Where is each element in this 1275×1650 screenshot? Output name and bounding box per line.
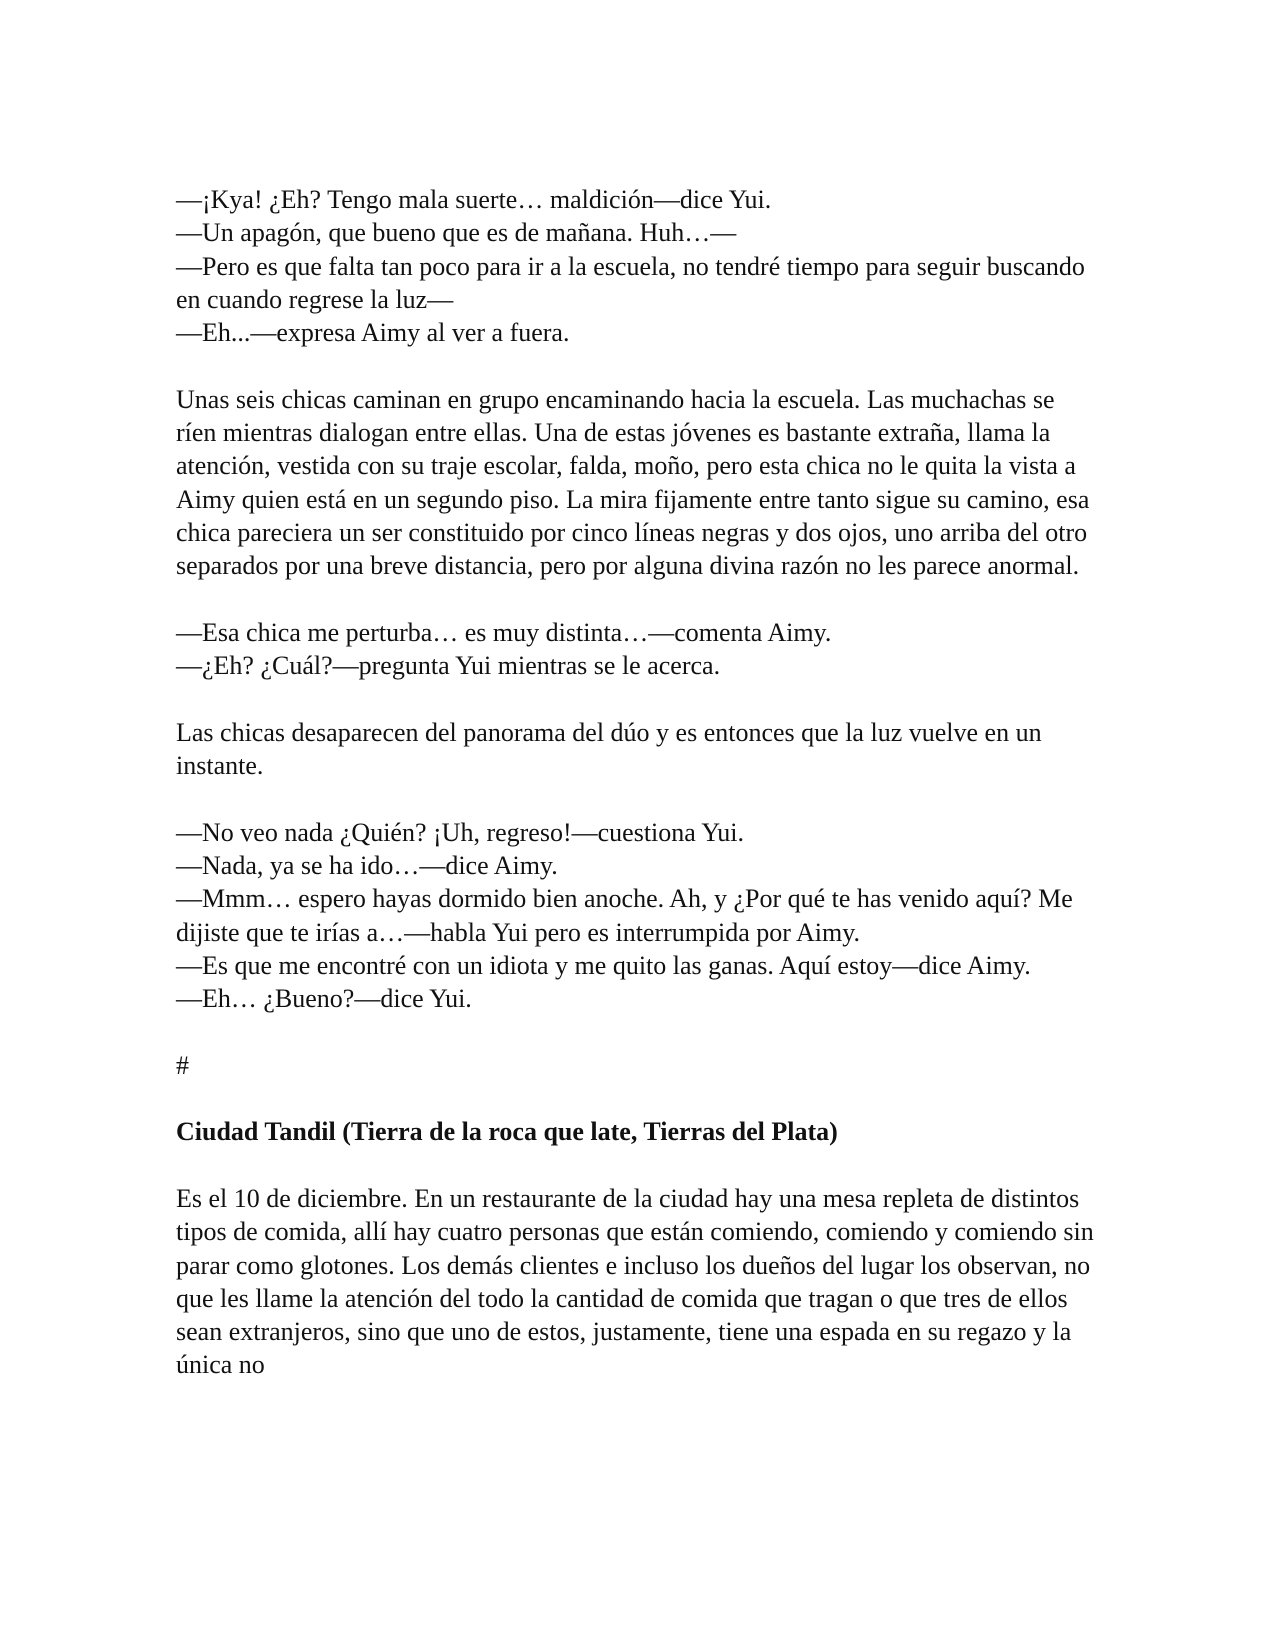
dialogue-line: —No veo nada ¿Quién? ¡Uh, regreso!—cuestiona Yui. bbox=[176, 817, 744, 847]
paragraph-gap bbox=[176, 349, 1096, 382]
dialogue-line: —¿Eh? ¿Cuál?—pregunta Yui mientras se le acerca. bbox=[176, 651, 721, 681]
paragraph-gap bbox=[176, 782, 1096, 815]
narrative-paragraph: Las chicas desaparecen del panorama del dúo y es entonces que la luz vuelve en un instante. bbox=[176, 717, 1042, 781]
section-heading: Ciudad Tandil (Tierra de la roca que late, Tierras del Plata) bbox=[176, 1117, 838, 1147]
dialogue-line: —Nada, ya se ha ido…—dice Aimy. bbox=[176, 850, 558, 880]
document-body bbox=[176, 183, 1096, 1382]
paragraph-gap bbox=[176, 583, 1096, 616]
paragraph-gap bbox=[176, 1149, 1096, 1182]
dialogue-line: —Es que me encontré con un idiota y me quito las ganas. Aquí estoy—dice Aimy. bbox=[176, 950, 1031, 980]
paragraph-gap bbox=[176, 682, 1096, 715]
paragraph-gap bbox=[176, 1015, 1096, 1048]
dialogue-line: —Mmm… espero hayas dormido bien anoche. Ah, y ¿Por qué te has venido aquí? Me dijiste que te irías a…—habla Yui pero es interrumpida por Aimy. bbox=[176, 884, 1073, 947]
dialogue-line: —Eh… ¿Bueno?—dice Yui. bbox=[176, 984, 472, 1014]
dialogue-line: —Un apagón, que bueno que es de mañana. Huh…— bbox=[176, 218, 737, 248]
dialogue-line: —Esa chica me perturba… es muy distinta…—comenta Aimy. bbox=[176, 617, 832, 647]
dialogue-line: —Pero es que falta tan poco para ir a la escuela, no tendré tiempo para seguir buscando en cuando regrese la luz— bbox=[176, 251, 1085, 314]
dialogue-line: —Eh...—expresa Aimy al ver a fuera. bbox=[176, 318, 570, 348]
paragraph-gap bbox=[176, 1082, 1096, 1115]
narrative-paragraph: Es el 10 de diciembre. En un restaurante de la ciudad hay una mesa repleta de distintos tipos de comida, allí hay cuatro personas que están comiendo, comiendo y comiendo sin parar como glotones. Los demás clientes e incluso los dueños del lugar los observan, no que les llame la atención del todo la cantidad de comida que tragan o que tres de ellos sean extranjeros, sino que uno de estos, justamente, tiene una espada en su regazo y la única no bbox=[176, 1183, 1094, 1380]
scene-break: # bbox=[176, 1050, 189, 1080]
narrative-paragraph: Unas seis chicas caminan en grupo encaminando hacia la escuela. Las muchachas se ríen mientras dialogan entre ellas. Una de estas jóvenes es bastante extraña, llama la atención, vestida con su traje escolar, falda, moño, pero esta chica no le quita la vista a Aimy quien está en un segundo piso. La mira fijamente entre tanto sigue su camino, esa chica pareciera un ser constituido por cinco líneas negras y dos ojos, uno arriba del otro separados por una breve distancia, pero por alguna divina razón no les parece anormal. bbox=[176, 384, 1090, 581]
dialogue-line: —¡Kya! ¿Eh? Tengo mala suerte… maldición—dice Yui. bbox=[176, 185, 772, 214]
